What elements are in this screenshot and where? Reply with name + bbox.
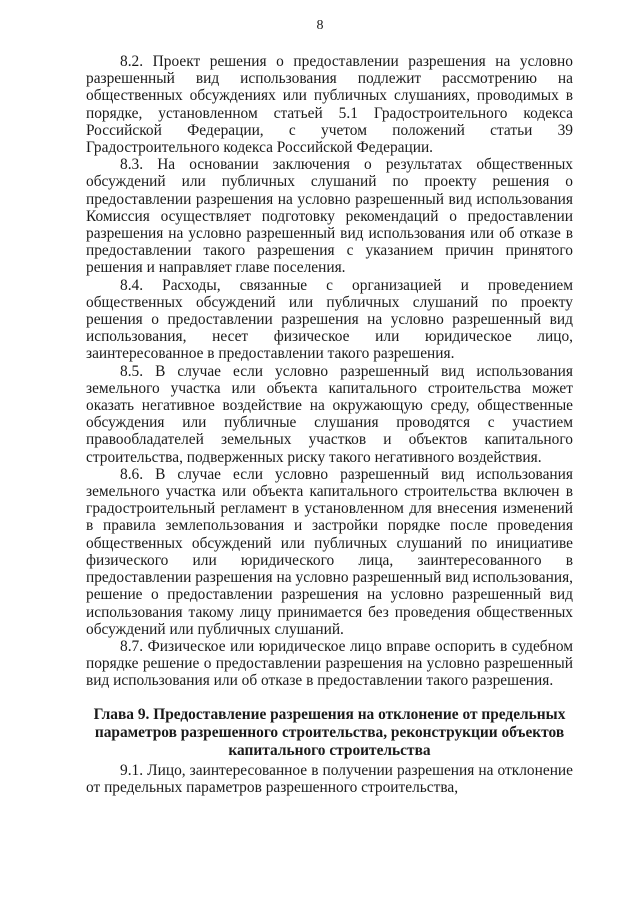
page-number: 8 xyxy=(316,18,324,33)
paragraph-8-4: 8.4. Расходы, связанные с организацией и проведением общественных обсуждений или публичных слушаний по проекту решения о предоставлении разрешения на условно разрешенный вид использования, несет физическое или юридическое лицо, заинтересованное в предоставлении такого разрешения. xyxy=(86,276,573,363)
paragraph-8-7: 8.7. Физическое или юридическое лицо вправе оспорить в судебном порядке решение о предоставлении разрешения на условно разрешенный вид использования или об отказе в предоставлении такого разрешения. xyxy=(86,637,573,690)
paragraph-8-3: 8.3. На основании заключения о результатах общественных обсуждений или публичных слушаний по проекту решения о предоставлении разрешения на условно разрешенный вид использования Комиссия осуществляет подготовку рекомендаций о предоставлении разрешения на условно разрешенный вид использования или об отказе в предоставлении такого разрешения с указанием причин принятого решения и направляет главе поселения. xyxy=(86,156,573,277)
document-body xyxy=(86,53,573,796)
chapter-heading-line-2: параметров разрешенного строительства, реконструкции объектов xyxy=(94,723,565,741)
paragraph-9-1: 9.1. Лицо, заинтересованное в получении разрешения на отклонение от предельных параметров разрешенного строительства, xyxy=(86,761,573,796)
chapter-heading-line-3: капитального строительства xyxy=(228,741,431,759)
chapter-heading-line-1: Глава 9. Предоставление разрешения на отклонение от предельных xyxy=(93,705,566,723)
paragraph-8-6: 8.6. В случае если условно разрешенный вид использования земельного участка или объекта капитального строительства включен в градостроительный регламент в установленном для внесения изменений в правила землепользования и застройки порядке после проведения общественных обсуждений или публичных слушаний по инициативе физического или юридического лица, заинтересованного в предоставлении разрешения на условно разрешенный вид использования, решение о предоставлении разрешения на условно разрешенный вид использования такому лицу принимается без проведения общественных обсуждений или публичных слушаний. xyxy=(86,465,573,638)
paragraph-8-5: 8.5. В случае если условно разрешенный вид использования земельного участка или объекта капитального строительства может оказать негативное воздействие на окружающую среду, общественные обсуждения или публичные слушания проводятся с участием правообладателей земельных участков и объектов капитального строительства, подверженных риску такого негативного воздействия. xyxy=(86,362,573,466)
chapter-9-heading xyxy=(86,706,573,760)
paragraph-8-2: 8.2. Проект решения о предоставлении разрешения на условно разрешенный вид использования подлежит рассмотрению на общественных обсуждениях или публичных слушаниях, проводимых в порядке, установленном статьей 5.1 Градостроительного кодекса Российской Федерации, с учетом положений статьи 39 Градостроительного кодекса Российской Федерации. xyxy=(86,53,573,157)
